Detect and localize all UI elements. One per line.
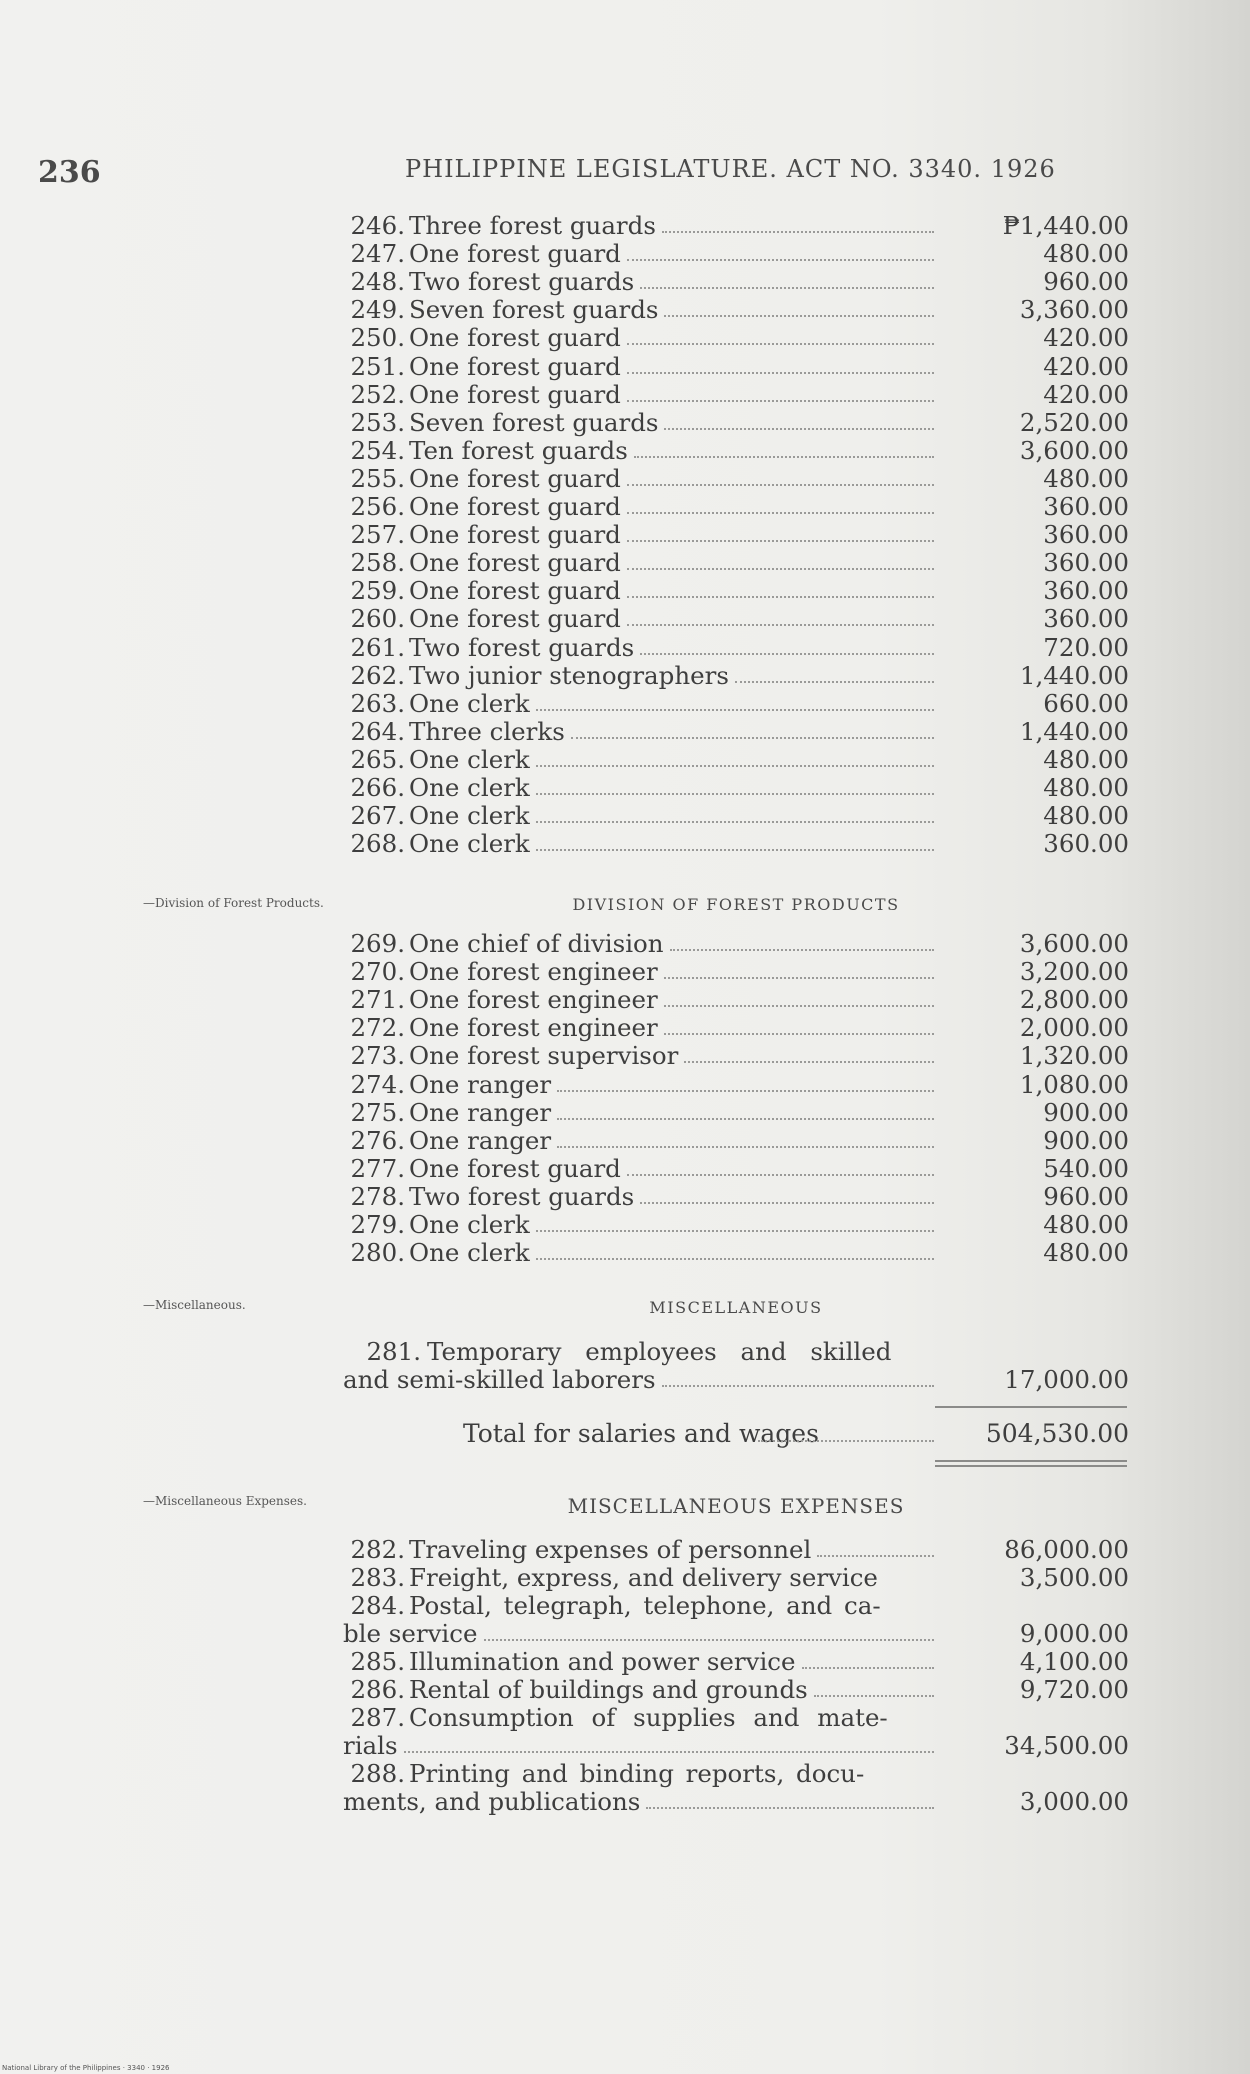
line-item	[343, 1127, 1129, 1155]
dot-leader	[536, 1230, 934, 1232]
item-amount: 480.00	[1043, 773, 1129, 802]
item-number: 286.	[350, 1675, 405, 1704]
item-description: Two junior stenographers	[409, 660, 729, 690]
item-number: 287.	[350, 1703, 405, 1732]
dot-leader	[627, 372, 934, 374]
item-number: 247.	[350, 239, 405, 269]
line-item	[343, 212, 1129, 240]
item-number: 270.	[350, 957, 405, 987]
item-number: 257.	[350, 520, 405, 550]
item-description: One chief of division	[409, 929, 664, 958]
line-item	[343, 1042, 1129, 1070]
item-description: One forest guard	[409, 323, 621, 353]
item-number: 271.	[350, 985, 405, 1015]
line-item	[343, 986, 1129, 1014]
item-number: 246.	[350, 211, 405, 240]
item-number: 272.	[350, 1013, 405, 1043]
dot-leader	[814, 1695, 934, 1697]
line-item	[343, 774, 1129, 802]
line-item	[343, 409, 1129, 437]
section-heading-miscellaneous: MISCELLANEOUS	[649, 1298, 823, 1317]
item-amount: 480.00	[1043, 801, 1129, 831]
item-description: One forest engineer	[409, 957, 658, 987]
line-item	[343, 1564, 1129, 1592]
item-description: One forest guard	[409, 351, 621, 381]
item-description: Consumption of supplies and mate-	[409, 1703, 888, 1732]
line-item	[343, 1648, 1129, 1676]
item-amount: 1,080.00	[1019, 1069, 1129, 1099]
item-amount: 360.00	[1043, 520, 1129, 550]
item-description: One clerk	[409, 801, 530, 831]
line-item	[343, 662, 1129, 690]
item-number: 251.	[350, 351, 405, 381]
item-number: 267.	[350, 801, 405, 831]
item-description: Two forest guards	[409, 632, 635, 662]
dot-leader	[802, 1667, 934, 1669]
line-item	[343, 605, 1129, 633]
item-amount: 3,200.00	[1019, 957, 1129, 987]
side-note-forest-products: —Division of Forest Products.	[143, 896, 324, 910]
line-item	[343, 353, 1129, 381]
item-description: Ten forest guards	[409, 435, 628, 465]
item-number: 263.	[350, 688, 405, 718]
dot-leader	[735, 681, 934, 683]
dot-leader	[536, 765, 934, 767]
item-description: Two forest guards	[409, 267, 635, 297]
item-amount: 360.00	[1043, 492, 1129, 521]
dot-leader	[571, 737, 934, 739]
item-amount: 3,600.00	[1019, 435, 1129, 465]
dot-leader	[557, 1118, 934, 1120]
item-description: Three forest guards	[409, 211, 656, 240]
item-description: Seven forest guards	[409, 295, 659, 325]
dot-leader	[817, 1555, 934, 1557]
item-amount: 17,000.00	[1004, 1365, 1129, 1394]
dot-leader	[627, 624, 934, 626]
item-amount: 86,000.00	[1004, 1535, 1129, 1564]
item-amount: 480.00	[1043, 1210, 1129, 1239]
dot-leader	[664, 1033, 934, 1035]
line-item	[343, 718, 1129, 746]
item-number: 248.	[350, 267, 405, 297]
section-heading-forest-products: DIVISION OF FOREST PRODUCTS	[572, 895, 900, 914]
line-item	[343, 930, 1129, 958]
item-amount: 480.00	[1043, 463, 1129, 493]
item-amount: 480.00	[1043, 239, 1129, 269]
item-description: One forest guard	[409, 520, 621, 550]
item-description: One ranger	[409, 1097, 552, 1127]
line-item	[343, 746, 1129, 774]
item-number: 277.	[350, 1153, 405, 1183]
line-item	[343, 1239, 1129, 1267]
line-item	[343, 1338, 1129, 1366]
line-item	[343, 577, 1129, 605]
dot-leader	[664, 315, 934, 317]
item-number: 254.	[350, 435, 405, 465]
item-number: 283.	[350, 1563, 405, 1592]
item-description: One forest engineer	[409, 1013, 658, 1043]
item-description: One forest guard	[409, 576, 621, 606]
item-amount: 360.00	[1043, 829, 1129, 859]
item-amount: 360.00	[1043, 548, 1129, 578]
item-number: 276.	[350, 1125, 405, 1155]
item-amount: 1,320.00	[1019, 1041, 1129, 1071]
item-description: One clerk	[409, 688, 530, 718]
item-number: 280.	[350, 1238, 405, 1268]
item-number: 268.	[350, 829, 405, 859]
dot-leader	[640, 1202, 934, 1204]
line-item	[343, 268, 1129, 296]
dot-leader	[627, 400, 934, 402]
item-description: and semi-skilled laborers	[343, 1365, 656, 1394]
item-description: One ranger	[409, 1069, 552, 1099]
dot-leader	[627, 484, 934, 486]
running-head: PHILIPPINE LEGISLATURE. ACT NO. 3340. 1926	[405, 155, 1056, 183]
item-description: Two forest guards	[409, 1181, 635, 1211]
line-item-continuation	[343, 1732, 1129, 1760]
item-description: One forest engineer	[409, 985, 658, 1015]
item-amount: 660.00	[1043, 688, 1129, 718]
item-amount: 1,440.00	[1019, 716, 1129, 746]
item-number: 269.	[350, 929, 405, 958]
dot-leader	[627, 259, 934, 261]
line-item	[343, 1099, 1129, 1127]
item-description: One clerk	[409, 744, 530, 774]
item-number: 275.	[350, 1097, 405, 1127]
item-amount: 360.00	[1043, 604, 1129, 634]
item-amount: 3,600.00	[1019, 929, 1129, 958]
item-amount: 1,440.00	[1019, 660, 1129, 690]
dot-leader	[536, 709, 934, 711]
dot-leader	[536, 1258, 934, 1260]
item-description: One forest guard	[409, 548, 621, 578]
item-description: One clerk	[409, 829, 530, 859]
item-description: Seven forest guards	[409, 407, 659, 437]
line-item	[343, 324, 1129, 352]
dot-leader	[662, 1385, 934, 1387]
line-item	[343, 1704, 1129, 1732]
dot-leader	[627, 540, 934, 542]
dot-leader	[536, 793, 934, 795]
item-number: 273.	[350, 1041, 405, 1071]
item-number: 265.	[350, 744, 405, 774]
item-amount: 480.00	[1043, 1238, 1129, 1268]
item-description: One forest guard	[409, 379, 621, 409]
item-description: One ranger	[409, 1125, 552, 1155]
page-number: 236	[38, 155, 101, 190]
dot-leader	[684, 1061, 934, 1063]
double-rule-top	[935, 1460, 1127, 1462]
dot-leader	[557, 1090, 934, 1092]
item-description: Postal, telegraph, telephone, and ca-	[409, 1591, 881, 1620]
line-item	[343, 296, 1129, 324]
line-item	[343, 958, 1129, 986]
item-description: rials	[343, 1731, 398, 1760]
item-number: 278.	[350, 1181, 405, 1211]
item-number: 281.	[366, 1337, 421, 1366]
dot-leader	[404, 1751, 934, 1753]
dot-leader	[536, 849, 934, 851]
line-item-continuation	[343, 1788, 1129, 1816]
item-amount: 34,500.00	[1004, 1731, 1129, 1760]
total-row	[343, 1418, 1129, 1450]
item-number: 249.	[350, 295, 405, 325]
item-number: 262.	[350, 660, 405, 690]
item-description: One forest supervisor	[409, 1041, 679, 1071]
item-amount: 360.00	[1043, 576, 1129, 606]
dot-leader	[640, 287, 934, 289]
line-item	[343, 549, 1129, 577]
item-amount: 900.00	[1043, 1097, 1129, 1127]
dot-leader	[627, 1174, 934, 1176]
item-amount: ₱1,440.00	[1002, 211, 1129, 240]
item-number: 279.	[350, 1210, 405, 1239]
dot-leader	[758, 1440, 934, 1442]
item-description: One clerk	[409, 773, 530, 802]
item-description: Three clerks	[409, 716, 565, 746]
line-item	[343, 1592, 1129, 1620]
item-amount: 9,000.00	[1019, 1619, 1129, 1648]
dot-leader	[640, 653, 934, 655]
total-label: Total for salaries and wages	[463, 1419, 819, 1448]
item-number: 253.	[350, 407, 405, 437]
item-description: One forest guard	[409, 604, 621, 634]
item-description: ble service	[343, 1619, 478, 1648]
dot-leader	[634, 456, 934, 458]
dot-leader	[627, 568, 934, 570]
item-description: One clerk	[409, 1238, 530, 1268]
dot-leader	[627, 512, 934, 514]
item-number: 259.	[350, 576, 405, 606]
dot-leader	[484, 1639, 934, 1641]
item-amount: 3,500.00	[1019, 1563, 1129, 1592]
item-amount: 2,800.00	[1019, 985, 1129, 1015]
dot-leader	[536, 821, 934, 823]
dot-leader	[646, 1807, 934, 1809]
item-description: Printing and binding reports, docu-	[409, 1759, 865, 1788]
dot-leader	[670, 949, 934, 951]
dot-leader	[664, 977, 934, 979]
item-description: One forest guard	[409, 492, 621, 521]
item-amount: 900.00	[1043, 1125, 1129, 1155]
item-amount: 2,000.00	[1019, 1013, 1129, 1043]
line-item	[343, 1071, 1129, 1099]
item-amount: 2,520.00	[1019, 407, 1129, 437]
item-description: One forest guard	[409, 1153, 621, 1183]
item-description: Freight, express, and delivery service	[409, 1563, 878, 1592]
line-item	[343, 634, 1129, 662]
item-description: Rental of buildings and grounds	[409, 1675, 808, 1704]
item-amount: 420.00	[1043, 351, 1129, 381]
item-number: 282.	[350, 1535, 405, 1564]
item-description: Temporary employees and skilled	[427, 1337, 892, 1366]
item-amount: 420.00	[1043, 323, 1129, 353]
item-description: One forest guard	[409, 463, 621, 493]
line-item	[343, 521, 1129, 549]
item-number: 258.	[350, 548, 405, 578]
item-number: 250.	[350, 323, 405, 353]
section-heading-misc-expenses: MISCELLANEOUS EXPENSES	[567, 1494, 905, 1518]
item-amount: 3,000.00	[1019, 1787, 1129, 1816]
line-item	[343, 690, 1129, 718]
item-amount: 4,100.00	[1019, 1647, 1129, 1676]
line-item-continuation	[343, 1620, 1129, 1648]
line-item	[343, 437, 1129, 465]
item-number: 285.	[350, 1647, 405, 1676]
line-item-continuation	[343, 1366, 1129, 1394]
double-rule-bottom	[935, 1465, 1127, 1467]
dot-leader	[664, 1005, 934, 1007]
item-description: Illumination and power service	[409, 1647, 796, 1676]
item-number: 261.	[350, 632, 405, 662]
line-item	[343, 465, 1129, 493]
line-item	[343, 1676, 1129, 1704]
item-amount: 3,360.00	[1019, 295, 1129, 325]
item-description: Traveling expenses of personnel	[409, 1535, 812, 1564]
scan-credit: National Library of the Philippines · 3340 · 1926	[2, 2064, 170, 2072]
line-item	[343, 1211, 1129, 1239]
dot-leader	[627, 596, 934, 598]
side-note-misc-expenses: —Miscellaneous Expenses.	[143, 1494, 307, 1508]
line-item	[343, 1155, 1129, 1183]
item-number: 255.	[350, 463, 405, 493]
item-amount: 960.00	[1043, 1181, 1129, 1211]
item-number: 252.	[350, 379, 405, 409]
line-item	[343, 1536, 1129, 1564]
line-item	[343, 1014, 1129, 1042]
total-amount: 504,530.00	[985, 1419, 1129, 1448]
item-amount: 420.00	[1043, 379, 1129, 409]
item-number: 260.	[350, 604, 405, 634]
line-item	[343, 1183, 1129, 1211]
item-description: One forest guard	[409, 239, 621, 269]
item-amount: 960.00	[1043, 267, 1129, 297]
side-note-miscellaneous: —Miscellaneous.	[143, 1298, 246, 1312]
item-number: 288.	[350, 1759, 405, 1788]
item-number: 264.	[350, 716, 405, 746]
line-item	[343, 1760, 1129, 1788]
item-description: One clerk	[409, 1210, 530, 1239]
line-item	[343, 830, 1129, 858]
dot-leader	[664, 428, 934, 430]
dot-leader	[662, 231, 934, 233]
item-amount: 480.00	[1043, 744, 1129, 774]
item-amount: 540.00	[1043, 1153, 1129, 1183]
item-number: 284.	[350, 1591, 405, 1620]
dot-leader	[627, 343, 934, 345]
item-number: 266.	[350, 773, 405, 802]
item-description: ments, and publications	[343, 1787, 641, 1816]
item-number: 274.	[350, 1069, 405, 1099]
item-amount: 720.00	[1043, 632, 1129, 662]
line-item	[343, 802, 1129, 830]
item-number: 256.	[350, 492, 405, 521]
sum-rule	[935, 1406, 1127, 1408]
dot-leader	[557, 1146, 934, 1148]
line-item	[343, 381, 1129, 409]
item-amount: 9,720.00	[1019, 1675, 1129, 1704]
line-item	[343, 493, 1129, 521]
line-item	[343, 240, 1129, 268]
